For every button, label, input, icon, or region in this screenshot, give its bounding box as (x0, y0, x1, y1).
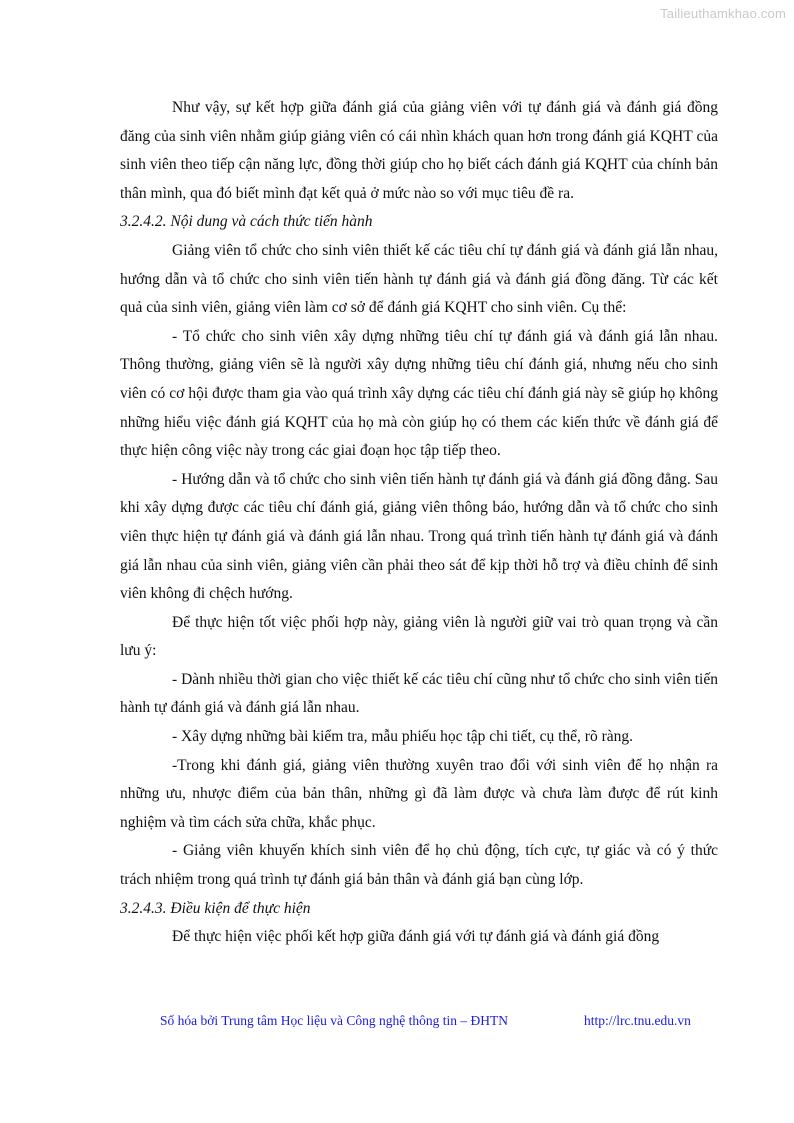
paragraph: - Giảng viên khuyến khích sinh viên để họ chủ động, tích cực, tự giác và có ý thức trách nhiệm trong quá trình tự đánh giá bản thân và đánh giá bạn cùng lớp. (120, 842, 718, 889)
paragraph: - Dành nhiều thời gian cho việc thiết kế các tiêu chí cũng như tổ chức cho sinh viên tiến hành tự đánh giá và đánh giá lẫn nhau. (120, 670, 718, 717)
footer-source-text: Số hóa bởi Trung tâm Học liệu và Công nghệ thông tin – ĐHTN (160, 1013, 509, 1028)
paragraph: -Trong khi đánh giá, giảng viên thường xuyên trao đổi với sinh viên để họ nhận ra những ưu, nhược điểm của bản thân, những gì đã làm được và chưa làm được để rút kinh nghiệm và tìm cách sửa chữa, khắc phục. (120, 756, 718, 831)
section-heading: 3.2.4.2. Nội dung và cách thức tiến hành (120, 213, 373, 231)
watermark: Tailieuthamkhao.com (660, 6, 786, 21)
paragraph: Để thực hiện tốt việc phối hợp này, giảng viên là người giữ vai trò quan trọng và cần lưu ý: (120, 613, 718, 660)
paragraph: Để thực hiện việc phối kết hợp giữa đánh giá với tự đánh giá và đánh giá đồng (172, 928, 660, 946)
document-body (120, 94, 718, 952)
paragraph: - Xây dựng những bài kiểm tra, mẫu phiếu học tập chi tiết, cụ thể, rõ ràng. (172, 728, 634, 746)
paragraph: - Tổ chức cho sinh viên xây dựng những tiêu chí tự đánh giá và đánh giá lẫn nhau. Thông thường, giảng viên sẽ là người xây dựng những tiêu chí đánh giá, nhưng nếu cho sinh viên có cơ hội được tham gia vào quá trình xây dựng các tiêu chí đánh giá này sẽ giúp họ không những hiểu việc đánh giá KQHT của họ mà còn giúp họ có them các kiến thức về đánh giá để thực hiện công việc này trong các giai đoạn học tập tiếp theo. (120, 327, 718, 460)
paragraph: Giảng viên tổ chức cho sinh viên thiết kế các tiêu chí tự đánh giá và đánh giá lẫn nhau, hướng dẫn và tổ chức cho sinh viên tiến hành tự đánh giá và đánh giá đồng đăng. Từ các kết quả của sinh viên, giảng viên làm cơ sở để đánh giá KQHT cho sinh viên. Cụ thể: (120, 241, 718, 317)
paragraph: Như vậy, sự kết hợp giữa đánh giá của giảng viên với tự đánh giá và đánh giá đồng đăng của sinh viên nhằm giúp giảng viên có cái nhìn khách quan hơn trong đánh giá KQHT của sinh viên theo tiếp cận năng lực, đồng thời giúp cho họ biết cách đánh giá KQHT của chính bản thân mình, qua đó biết mình đạt kết quả ở mức nào so với mục tiêu đề ra. (120, 99, 718, 202)
paragraph: - Hướng dẫn và tổ chức cho sinh viên tiến hành tự đánh giá và đánh giá đồng đẳng. Sau khi xây dựng được các tiêu chí đánh giá, giảng viên thông báo, hướng dẫn và tổ chức cho sinh viên thực hiện tự đánh giá và đánh giá lẫn nhau. Trong quá trình tiến hành tự đánh giá và đánh giá lẫn nhau của sinh viên, giảng viên cần phải theo sát để kịp thời hỗ trợ và điều chỉnh để sinh viên không đi chệch hướng. (120, 470, 718, 603)
footer-url-link[interactable]: http://lrc.tnu.edu.vn (584, 1013, 691, 1028)
section-heading: 3.2.4.3. Điều kiện để thực hiện (120, 899, 311, 917)
